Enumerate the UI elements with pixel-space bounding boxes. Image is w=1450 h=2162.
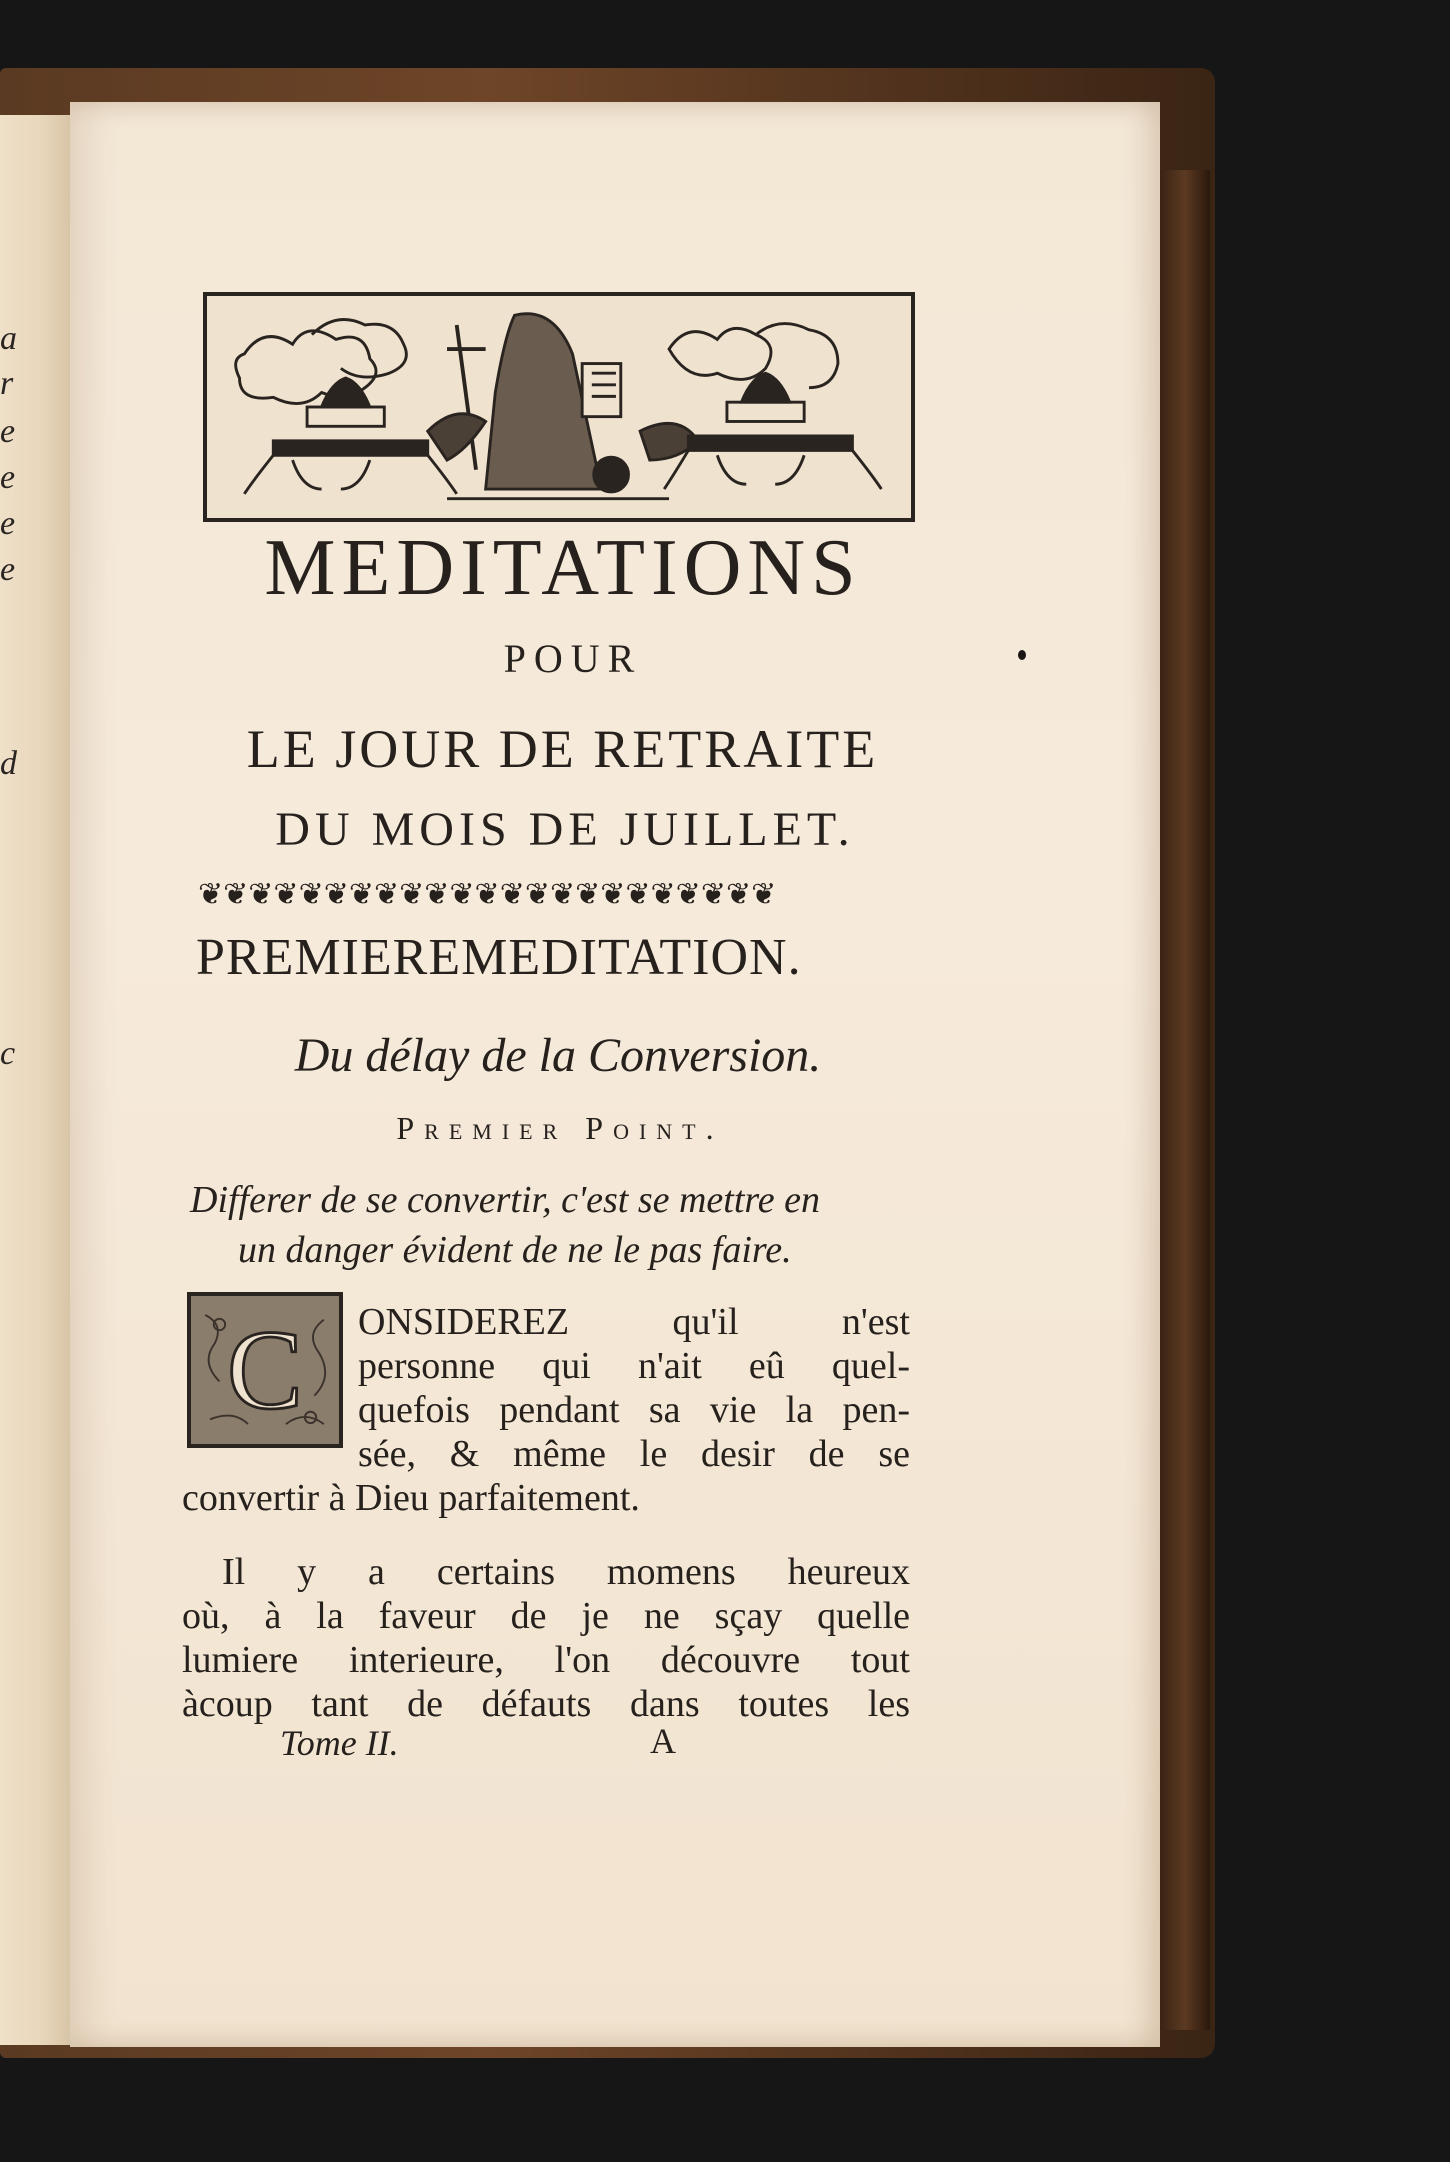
left-page-edge	[0, 115, 72, 2045]
fleuron-icon: ❦	[725, 878, 752, 911]
summary-line: Differer de se convertir, c'est se mettre en	[190, 1179, 821, 1221]
title-mois: DU MOIS DE JUILLET.	[275, 803, 855, 856]
ink-mark	[1018, 650, 1026, 660]
summary-line: un danger évident de ne le pas faire.	[238, 1229, 792, 1271]
fleuron-icon: ❦	[575, 878, 601, 911]
left-page-fragment: d	[0, 745, 17, 782]
fleuron-icon: ❦	[474, 878, 500, 911]
headpiece-engraving-icon	[207, 296, 911, 518]
text-line: personne qui n'ait eû quel-	[358, 1345, 910, 1387]
left-page-fragment: c	[0, 1035, 16, 1072]
fleuron-icon: ❦	[198, 878, 224, 911]
left-page-fragment: e	[0, 459, 16, 496]
footer-signature: A	[650, 1721, 676, 1761]
text-line: Il y a certains momens heureux	[222, 1551, 910, 1593]
fleuron-icon: ❦	[298, 878, 324, 911]
fleuron-icon: ❦	[675, 878, 701, 911]
paragraph-2	[182, 1550, 910, 1726]
point-summary	[190, 1175, 910, 1275]
footer-tome: Tome II.	[280, 1723, 399, 1763]
fleuron-icon: ❦	[323, 878, 349, 911]
text-line: àcoup tant de défauts dans toutes les	[182, 1683, 910, 1725]
fleuron-icon: ❦	[449, 878, 475, 911]
fleuron-icon: ❦	[399, 878, 425, 911]
text-line: quefois pendant sa vie la pen-	[358, 1389, 910, 1431]
book-title: MEDITATIONS	[264, 524, 862, 612]
fleuron-icon: ❦	[223, 878, 249, 911]
meditation-heading: PREMIEREMEDITATION.	[196, 929, 802, 986]
dropcap-letter: C	[227, 1306, 303, 1433]
paragraph-1	[182, 1300, 910, 1520]
left-page-fragment: e	[0, 505, 16, 542]
fleuron-icon: ❦	[751, 878, 777, 911]
left-page-fragment: e	[0, 551, 16, 588]
fleuron-icon: ❦	[424, 878, 450, 911]
left-page-fragment: a	[0, 320, 17, 357]
fleuron-icon: ❦	[524, 878, 550, 911]
text-line: où, à la faveur de je ne sçay quelle	[182, 1595, 910, 1637]
fleuron-icon: ❦	[625, 878, 651, 911]
title-jour-de-retraite: LE JOUR DE RETRAITE	[246, 719, 879, 779]
title-pour: POUR	[503, 636, 643, 681]
point-heading: Premier Point.	[396, 1110, 724, 1146]
left-page-fragment: r	[0, 365, 14, 402]
fleuron-icon: ❦	[248, 878, 274, 911]
fleuron-icon: ❦	[273, 878, 299, 911]
text-line: convertir à Dieu parfaitement.	[182, 1477, 640, 1519]
fleuron-icon: ❦	[499, 878, 525, 911]
text-line: lumiere interieure, l'on découvre tout	[182, 1639, 910, 1681]
headpiece-ornament	[203, 292, 915, 522]
text-line: sée, & même le desir de se	[358, 1433, 910, 1475]
fleuron-icon: ❦	[650, 878, 676, 911]
fleuron-divider	[198, 880, 910, 910]
fleuron-icon: ❦	[600, 878, 626, 911]
left-page-fragment: e	[0, 413, 16, 450]
fleuron-icon: ❦	[373, 878, 400, 911]
fleuron-icon: ❦	[549, 878, 576, 911]
meditation-subtitle: Du délay de la Conversion.	[294, 1029, 822, 1082]
fleuron-icon: ❦	[700, 878, 726, 911]
fleuron-icon: ❦	[348, 878, 374, 911]
book-fore-edge	[1160, 170, 1210, 2030]
text-line: ONSIDEREZ qu'il n'est	[358, 1301, 910, 1343]
